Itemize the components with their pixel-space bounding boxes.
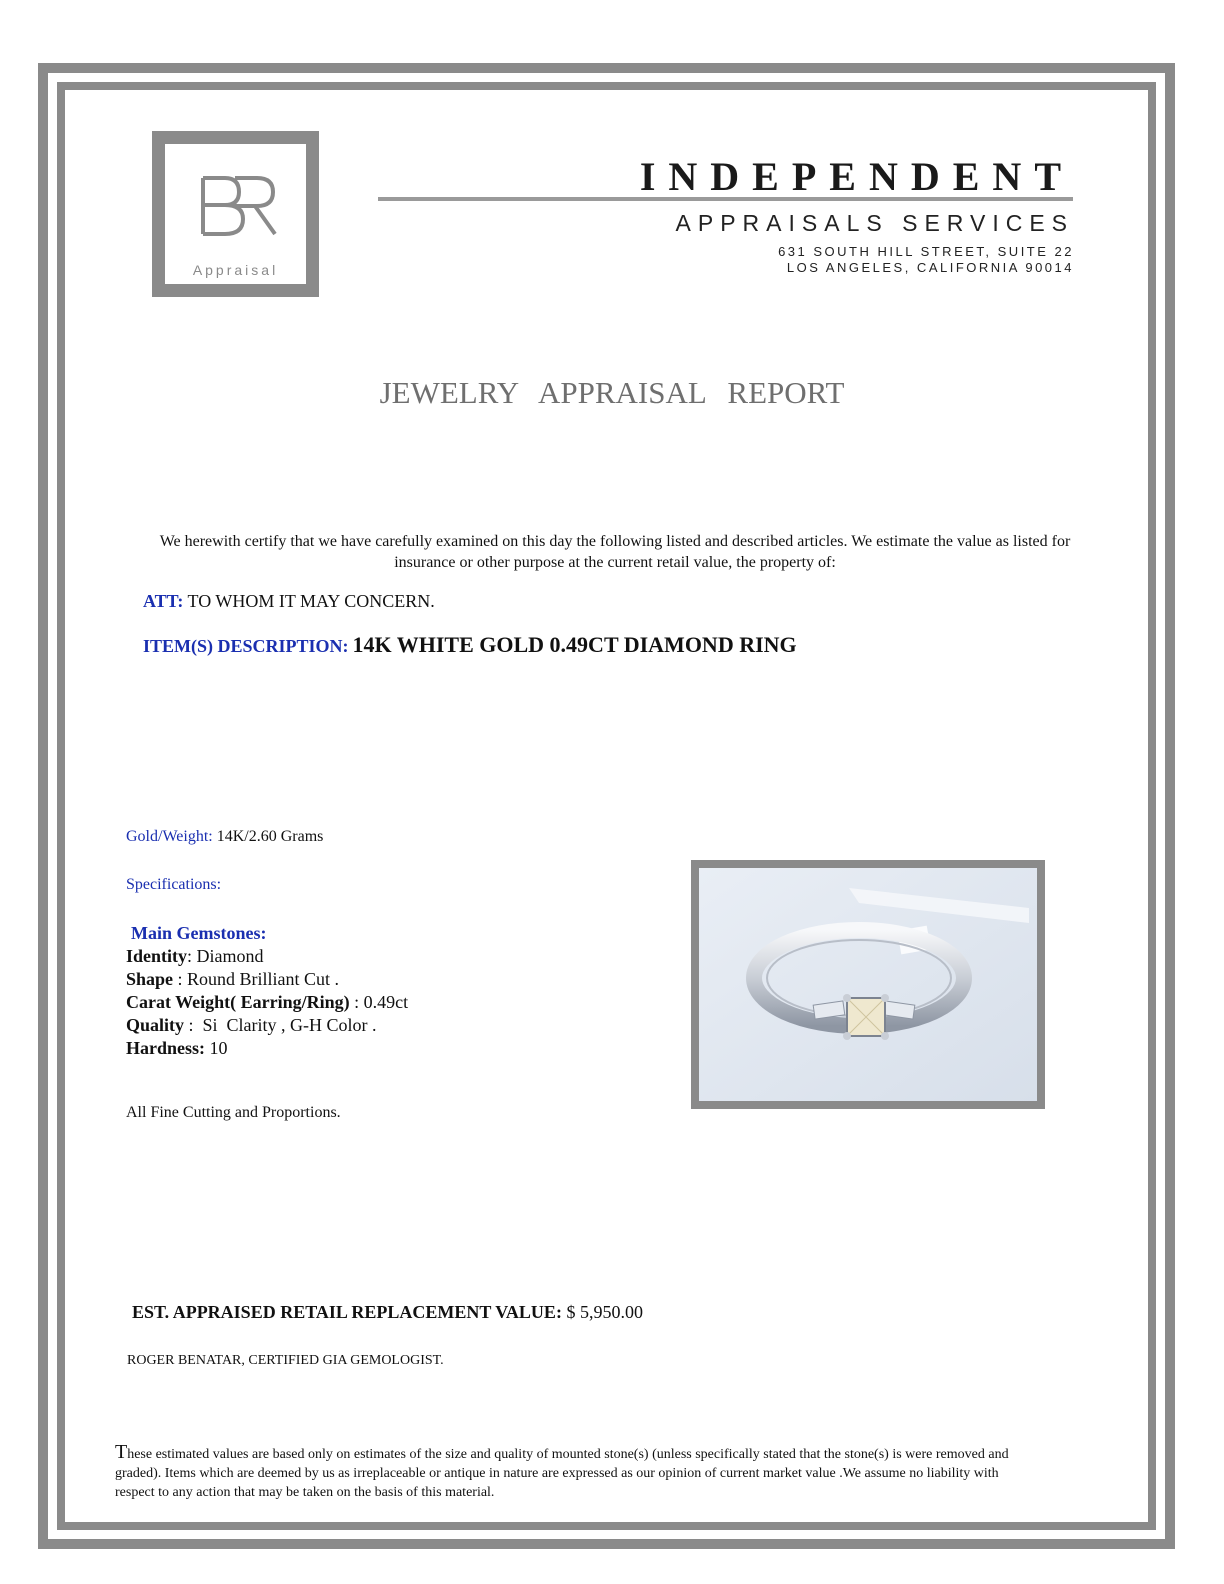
identity-row: Identity: Diamond: [126, 946, 264, 966]
main-gemstones: [126, 922, 408, 1060]
disclaimer: [115, 1443, 1035, 1502]
diamond-ring-photo: [691, 860, 1045, 1109]
gold-weight: [126, 828, 323, 846]
specifications-label: Specifications:: [126, 876, 222, 893]
certification-intro: We herewith certify that we have carefully examined on this day the following listed and described articles. We estimate the value as listed for insurance or other purpose at the current retail value, the property of:: [159, 533, 1071, 571]
item-description-value: 14K WHITE GOLD 0.49CT DIAMOND RING: [352, 632, 797, 657]
att-value: TO WHOM IT MAY CONCERN.: [187, 591, 435, 611]
appraised-value: [132, 1302, 643, 1323]
att-line: [143, 591, 435, 612]
disclaimer-text: hese estimated values are based only on estimates of the size and quality of mounted stone(s) (unless specifically stated that the stone(s) is were removed and graded). Items which are deemed by us as irreplaceable or antique in nature are expressed as our opinion of current market value .We assume no liability with respect to any action that may be taken on the basis of this material.: [115, 1447, 1009, 1500]
company-name: INDEPENDENT: [639, 154, 1074, 199]
item-description-label: ITEM(S) DESCRIPTION:: [143, 636, 349, 656]
company-subtitle: APPRAISALS SERVICES: [675, 210, 1074, 236]
main-gemstones-title: Main Gemstones:: [131, 923, 267, 943]
gold-weight-label: Gold/Weight:: [126, 828, 213, 845]
appraisal-logo: [152, 131, 319, 297]
gold-weight-value: 14K/2.60 Grams: [216, 828, 324, 845]
item-description: [143, 632, 797, 658]
hardness-row: Hardness: 10: [126, 1038, 228, 1058]
quality-row: Quality : Si Clarity , G-H Color .: [126, 1015, 377, 1035]
att-label: ATT:: [143, 591, 184, 611]
shape-row: Shape : Round Brilliant Cut .: [126, 969, 340, 989]
address-line-2: LOS ANGELES, CALIFORNIA 90014: [786, 260, 1074, 275]
carat-row: Carat Weight( Earring/Ring) : 0.49ct: [126, 992, 409, 1012]
appraised-value-amount: $ 5,950.00: [561, 1302, 643, 1322]
disclaimer-initial: T: [115, 1441, 128, 1463]
fine-cutting-note: All Fine Cutting and Proportions.: [126, 1104, 341, 1121]
logo-caption: Appraisal: [192, 262, 279, 278]
signer: ROGER BENATAR, CERTIFIED GIA GEMOLOGIST.: [127, 1353, 444, 1368]
br-monogram-icon: [165, 172, 306, 247]
appraised-value-label: EST. APPRAISED RETAIL REPLACEMENT VALUE:: [132, 1302, 562, 1322]
report-title: JEWELRY APPRAISAL REPORT: [379, 375, 845, 410]
address-line-1: 631 SOUTH HILL STREET, SUITE 22: [778, 244, 1074, 259]
